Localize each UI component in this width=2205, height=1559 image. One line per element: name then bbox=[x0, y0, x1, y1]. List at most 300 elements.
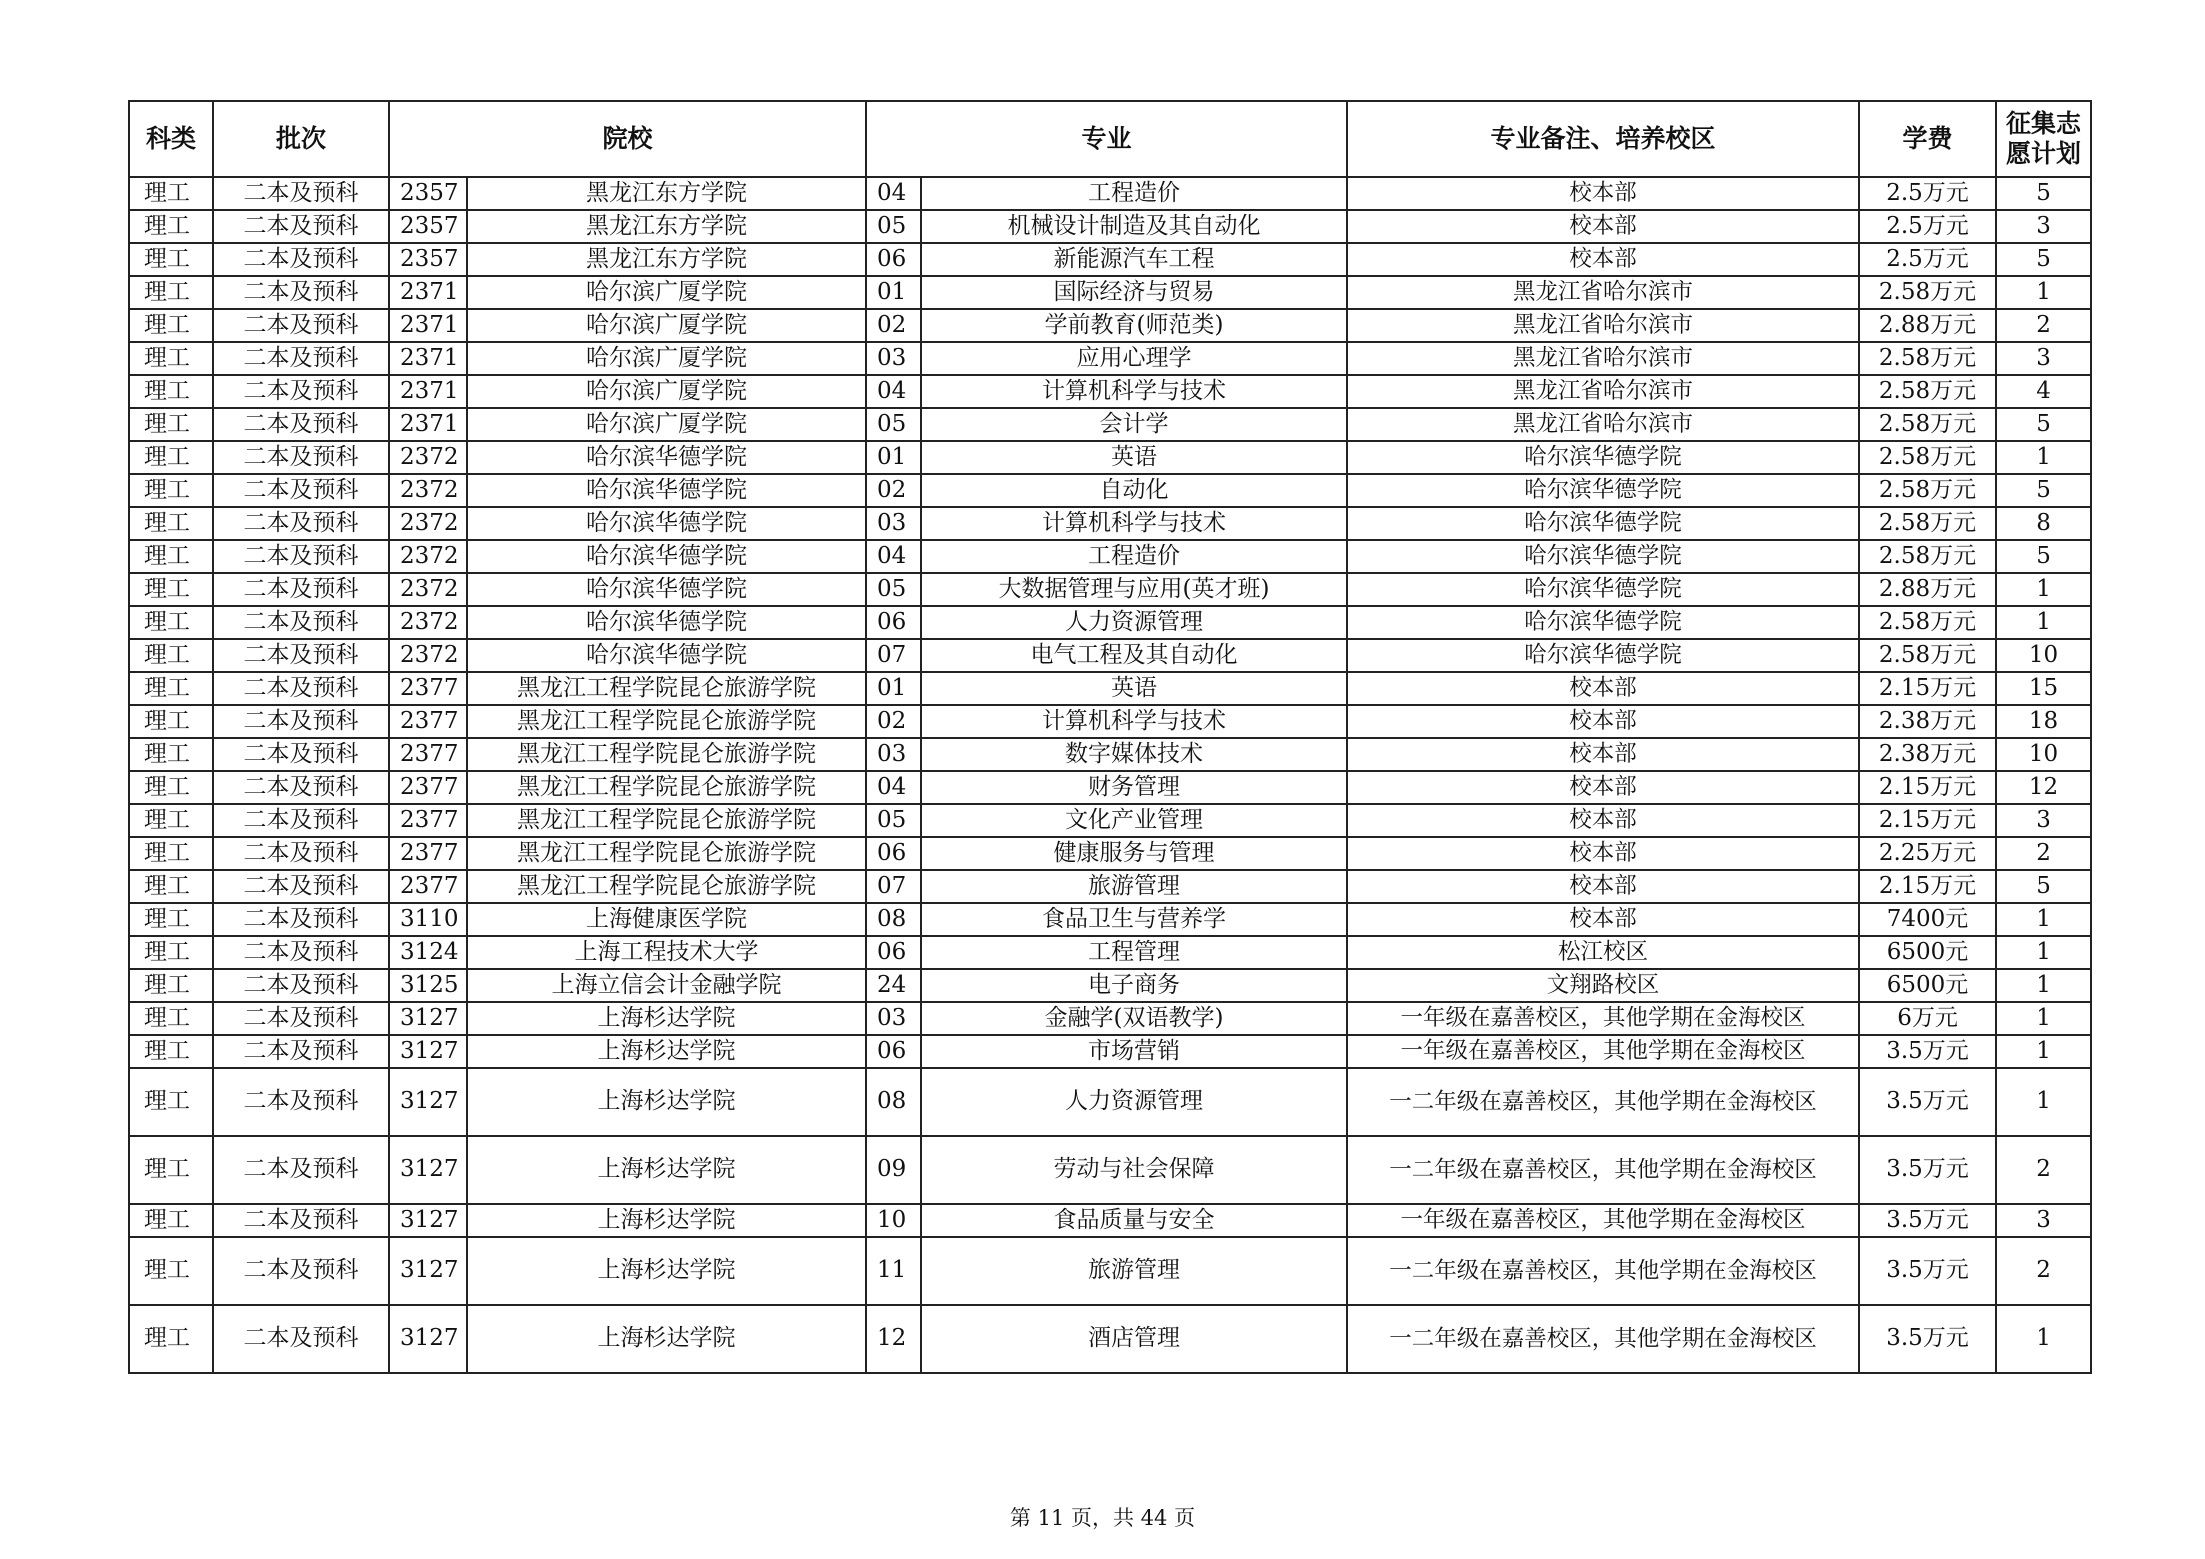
plan-count-cell: 1 bbox=[1996, 441, 2091, 474]
major-name-cell: 英语 bbox=[921, 441, 1347, 474]
major-name-cell: 工程造价 bbox=[921, 540, 1347, 573]
table-row bbox=[129, 639, 2091, 672]
major-note-cell: 一二年级在嘉善校区，其他学期在金海校区 bbox=[1347, 1237, 1859, 1305]
school-code-cell: 3127 bbox=[389, 1035, 467, 1068]
major-code-cell: 02 bbox=[866, 474, 921, 507]
major-note-cell: 校本部 bbox=[1347, 771, 1859, 804]
plan-count-cell: 1 bbox=[1996, 969, 2091, 1002]
school-name-cell: 上海杉达学院 bbox=[467, 1136, 866, 1204]
header-xuefei: 学费 bbox=[1859, 101, 1996, 177]
kelei-cell: 理工 bbox=[129, 870, 213, 903]
school-code-cell: 3124 bbox=[389, 936, 467, 969]
major-note-cell: 哈尔滨华德学院 bbox=[1347, 507, 1859, 540]
tuition-cell: 2.15万元 bbox=[1859, 870, 1996, 903]
pici-cell: 二本及预科 bbox=[213, 1136, 389, 1204]
plan-count-cell: 1 bbox=[1996, 1035, 2091, 1068]
table-row bbox=[129, 573, 2091, 606]
plan-count-cell: 18 bbox=[1996, 705, 2091, 738]
school-name-cell: 黑龙江工程学院昆仑旅游学院 bbox=[467, 771, 866, 804]
school-code-cell: 3127 bbox=[389, 1002, 467, 1035]
pici-cell: 二本及预科 bbox=[213, 1305, 389, 1373]
major-name-cell: 新能源汽车工程 bbox=[921, 243, 1347, 276]
major-note-cell: 校本部 bbox=[1347, 738, 1859, 771]
table-row bbox=[129, 672, 2091, 705]
table-row bbox=[129, 1002, 2091, 1035]
major-note-cell: 一二年级在嘉善校区，其他学期在金海校区 bbox=[1347, 1068, 1859, 1136]
tuition-cell: 2.58万元 bbox=[1859, 507, 1996, 540]
table-row bbox=[129, 540, 2091, 573]
pici-cell: 二本及预科 bbox=[213, 837, 389, 870]
kelei-cell: 理工 bbox=[129, 903, 213, 936]
major-note-cell: 哈尔滨华德学院 bbox=[1347, 606, 1859, 639]
school-code-cell: 2377 bbox=[389, 672, 467, 705]
major-name-cell: 人力资源管理 bbox=[921, 1068, 1347, 1136]
major-name-cell: 英语 bbox=[921, 672, 1347, 705]
major-note-cell: 哈尔滨华德学院 bbox=[1347, 639, 1859, 672]
kelei-cell: 理工 bbox=[129, 1305, 213, 1373]
plan-count-cell: 3 bbox=[1996, 1204, 2091, 1237]
pici-cell: 二本及预科 bbox=[213, 408, 389, 441]
major-note-cell: 校本部 bbox=[1347, 705, 1859, 738]
major-note-cell: 校本部 bbox=[1347, 804, 1859, 837]
major-name-cell: 机械设计制造及其自动化 bbox=[921, 210, 1347, 243]
major-note-cell: 哈尔滨华德学院 bbox=[1347, 540, 1859, 573]
school-name-cell: 哈尔滨华德学院 bbox=[467, 441, 866, 474]
table-header-row bbox=[129, 101, 2091, 177]
kelei-cell: 理工 bbox=[129, 210, 213, 243]
major-code-cell: 06 bbox=[866, 936, 921, 969]
plan-count-cell: 1 bbox=[1996, 1002, 2091, 1035]
major-name-cell: 食品卫生与营养学 bbox=[921, 903, 1347, 936]
major-code-cell: 03 bbox=[866, 738, 921, 771]
pici-cell: 二本及预科 bbox=[213, 969, 389, 1002]
major-name-cell: 会计学 bbox=[921, 408, 1347, 441]
plan-count-cell: 1 bbox=[1996, 276, 2091, 309]
school-name-cell: 黑龙江工程学院昆仑旅游学院 bbox=[467, 672, 866, 705]
plan-count-cell: 15 bbox=[1996, 672, 2091, 705]
major-name-cell: 电子商务 bbox=[921, 969, 1347, 1002]
table-row bbox=[129, 936, 2091, 969]
pici-cell: 二本及预科 bbox=[213, 375, 389, 408]
tuition-cell: 2.58万元 bbox=[1859, 276, 1996, 309]
tuition-cell: 3.5万元 bbox=[1859, 1136, 1996, 1204]
school-code-cell: 2372 bbox=[389, 573, 467, 606]
major-code-cell: 04 bbox=[866, 177, 921, 210]
major-name-cell: 文化产业管理 bbox=[921, 804, 1347, 837]
major-note-cell: 黑龙江省哈尔滨市 bbox=[1347, 375, 1859, 408]
school-name-cell: 上海杉达学院 bbox=[467, 1204, 866, 1237]
tuition-cell: 2.5万元 bbox=[1859, 177, 1996, 210]
header-zhuanye: 专业 bbox=[866, 101, 1347, 177]
school-name-cell: 黑龙江工程学院昆仑旅游学院 bbox=[467, 705, 866, 738]
school-code-cell: 3127 bbox=[389, 1305, 467, 1373]
pici-cell: 二本及预科 bbox=[213, 177, 389, 210]
major-code-cell: 03 bbox=[866, 342, 921, 375]
school-code-cell: 2377 bbox=[389, 705, 467, 738]
tuition-cell: 3.5万元 bbox=[1859, 1035, 1996, 1068]
tuition-cell: 2.58万元 bbox=[1859, 474, 1996, 507]
tuition-cell: 3.5万元 bbox=[1859, 1305, 1996, 1373]
school-name-cell: 哈尔滨华德学院 bbox=[467, 639, 866, 672]
major-name-cell: 电气工程及其自动化 bbox=[921, 639, 1347, 672]
pici-cell: 二本及预科 bbox=[213, 903, 389, 936]
major-code-cell: 06 bbox=[866, 243, 921, 276]
pici-cell: 二本及预科 bbox=[213, 507, 389, 540]
major-note-cell: 校本部 bbox=[1347, 177, 1859, 210]
header-beizhu: 专业备注、培养校区 bbox=[1347, 101, 1859, 177]
major-name-cell: 国际经济与贸易 bbox=[921, 276, 1347, 309]
major-note-cell: 黑龙江省哈尔滨市 bbox=[1347, 408, 1859, 441]
kelei-cell: 理工 bbox=[129, 771, 213, 804]
school-name-cell: 黑龙江东方学院 bbox=[467, 177, 866, 210]
major-note-cell: 哈尔滨华德学院 bbox=[1347, 441, 1859, 474]
major-note-cell: 哈尔滨华德学院 bbox=[1347, 474, 1859, 507]
pici-cell: 二本及预科 bbox=[213, 1237, 389, 1305]
school-code-cell: 2372 bbox=[389, 639, 467, 672]
kelei-cell: 理工 bbox=[129, 309, 213, 342]
major-note-cell: 校本部 bbox=[1347, 672, 1859, 705]
table-row bbox=[129, 210, 2091, 243]
plan-count-cell: 5 bbox=[1996, 243, 2091, 276]
major-code-cell: 01 bbox=[866, 276, 921, 309]
major-code-cell: 04 bbox=[866, 375, 921, 408]
tuition-cell: 2.15万元 bbox=[1859, 672, 1996, 705]
major-code-cell: 02 bbox=[866, 309, 921, 342]
major-code-cell: 06 bbox=[866, 606, 921, 639]
pici-cell: 二本及预科 bbox=[213, 474, 389, 507]
plan-count-cell: 2 bbox=[1996, 1136, 2091, 1204]
school-name-cell: 黑龙江工程学院昆仑旅游学院 bbox=[467, 870, 866, 903]
tuition-cell: 2.58万元 bbox=[1859, 441, 1996, 474]
major-name-cell: 数字媒体技术 bbox=[921, 738, 1347, 771]
table-row bbox=[129, 1237, 2091, 1305]
kelei-cell: 理工 bbox=[129, 474, 213, 507]
table-row bbox=[129, 837, 2091, 870]
school-name-cell: 哈尔滨广厦学院 bbox=[467, 276, 866, 309]
school-code-cell: 2372 bbox=[389, 441, 467, 474]
major-code-cell: 03 bbox=[866, 507, 921, 540]
table-row bbox=[129, 507, 2091, 540]
kelei-cell: 理工 bbox=[129, 606, 213, 639]
school-code-cell: 2377 bbox=[389, 738, 467, 771]
school-name-cell: 哈尔滨广厦学院 bbox=[467, 342, 866, 375]
tuition-cell: 6500元 bbox=[1859, 969, 1996, 1002]
pici-cell: 二本及预科 bbox=[213, 210, 389, 243]
plan-count-cell: 1 bbox=[1996, 1068, 2091, 1136]
major-name-cell: 市场营销 bbox=[921, 1035, 1347, 1068]
plan-count-cell: 1 bbox=[1996, 1305, 2091, 1373]
kelei-cell: 理工 bbox=[129, 936, 213, 969]
pici-cell: 二本及预科 bbox=[213, 309, 389, 342]
plan-count-cell: 1 bbox=[1996, 606, 2091, 639]
table-row bbox=[129, 1136, 2091, 1204]
major-code-cell: 04 bbox=[866, 771, 921, 804]
major-name-cell: 计算机科学与技术 bbox=[921, 375, 1347, 408]
major-code-cell: 01 bbox=[866, 441, 921, 474]
school-name-cell: 黑龙江工程学院昆仑旅游学院 bbox=[467, 804, 866, 837]
pici-cell: 二本及预科 bbox=[213, 705, 389, 738]
kelei-cell: 理工 bbox=[129, 441, 213, 474]
plan-count-cell: 5 bbox=[1996, 408, 2091, 441]
pici-cell: 二本及预科 bbox=[213, 738, 389, 771]
school-code-cell: 3127 bbox=[389, 1136, 467, 1204]
school-name-cell: 上海杉达学院 bbox=[467, 1002, 866, 1035]
major-code-cell: 05 bbox=[866, 210, 921, 243]
school-code-cell: 2357 bbox=[389, 243, 467, 276]
plan-count-cell: 5 bbox=[1996, 870, 2091, 903]
kelei-cell: 理工 bbox=[129, 837, 213, 870]
major-name-cell: 旅游管理 bbox=[921, 870, 1347, 903]
plan-count-cell: 10 bbox=[1996, 738, 2091, 771]
kelei-cell: 理工 bbox=[129, 573, 213, 606]
major-code-cell: 24 bbox=[866, 969, 921, 1002]
pici-cell: 二本及预科 bbox=[213, 606, 389, 639]
pici-cell: 二本及预科 bbox=[213, 639, 389, 672]
major-code-cell: 02 bbox=[866, 705, 921, 738]
pici-cell: 二本及预科 bbox=[213, 243, 389, 276]
plan-count-cell: 5 bbox=[1996, 177, 2091, 210]
plan-count-cell: 5 bbox=[1996, 540, 2091, 573]
school-code-cell: 2372 bbox=[389, 507, 467, 540]
school-code-cell: 2357 bbox=[389, 177, 467, 210]
school-name-cell: 黑龙江东方学院 bbox=[467, 243, 866, 276]
table-row bbox=[129, 606, 2091, 639]
school-code-cell: 2377 bbox=[389, 804, 467, 837]
school-name-cell: 哈尔滨华德学院 bbox=[467, 606, 866, 639]
kelei-cell: 理工 bbox=[129, 1002, 213, 1035]
major-note-cell: 哈尔滨华德学院 bbox=[1347, 573, 1859, 606]
tuition-cell: 2.38万元 bbox=[1859, 738, 1996, 771]
tuition-cell: 2.25万元 bbox=[1859, 837, 1996, 870]
school-name-cell: 上海工程技术大学 bbox=[467, 936, 866, 969]
plan-count-cell: 3 bbox=[1996, 342, 2091, 375]
page-footer: 第 11 页，共 44 页 bbox=[1009, 1506, 1196, 1530]
kelei-cell: 理工 bbox=[129, 969, 213, 1002]
tuition-cell: 2.58万元 bbox=[1859, 606, 1996, 639]
major-name-cell: 健康服务与管理 bbox=[921, 837, 1347, 870]
table-row bbox=[129, 870, 2091, 903]
plan-count-cell: 1 bbox=[1996, 903, 2091, 936]
table-row bbox=[129, 375, 2091, 408]
school-code-cell: 2371 bbox=[389, 342, 467, 375]
plan-count-cell: 5 bbox=[1996, 474, 2091, 507]
school-name-cell: 哈尔滨广厦学院 bbox=[467, 408, 866, 441]
school-name-cell: 黑龙江东方学院 bbox=[467, 210, 866, 243]
pici-cell: 二本及预科 bbox=[213, 771, 389, 804]
tuition-cell: 3.5万元 bbox=[1859, 1068, 1996, 1136]
tuition-cell: 2.5万元 bbox=[1859, 210, 1996, 243]
kelei-cell: 理工 bbox=[129, 1035, 213, 1068]
school-name-cell: 哈尔滨华德学院 bbox=[467, 573, 866, 606]
kelei-cell: 理工 bbox=[129, 375, 213, 408]
table-row bbox=[129, 705, 2091, 738]
major-name-cell: 自动化 bbox=[921, 474, 1347, 507]
pici-cell: 二本及预科 bbox=[213, 1068, 389, 1136]
major-name-cell: 计算机科学与技术 bbox=[921, 705, 1347, 738]
school-code-cell: 3125 bbox=[389, 969, 467, 1002]
major-code-cell: 04 bbox=[866, 540, 921, 573]
plan-count-cell: 3 bbox=[1996, 210, 2091, 243]
table-row bbox=[129, 1068, 2091, 1136]
kelei-cell: 理工 bbox=[129, 408, 213, 441]
header-yuanxiao: 院校 bbox=[389, 101, 866, 177]
tuition-cell: 3.5万元 bbox=[1859, 1237, 1996, 1305]
table-row bbox=[129, 342, 2091, 375]
school-code-cell: 2371 bbox=[389, 408, 467, 441]
plan-count-cell: 3 bbox=[1996, 804, 2091, 837]
tuition-cell: 2.15万元 bbox=[1859, 804, 1996, 837]
table-row bbox=[129, 474, 2091, 507]
major-note-cell: 黑龙江省哈尔滨市 bbox=[1347, 309, 1859, 342]
school-name-cell: 哈尔滨华德学院 bbox=[467, 474, 866, 507]
kelei-cell: 理工 bbox=[129, 276, 213, 309]
major-name-cell: 工程造价 bbox=[921, 177, 1347, 210]
major-code-cell: 01 bbox=[866, 672, 921, 705]
pici-cell: 二本及预科 bbox=[213, 870, 389, 903]
pici-cell: 二本及预科 bbox=[213, 1002, 389, 1035]
kelei-cell: 理工 bbox=[129, 672, 213, 705]
kelei-cell: 理工 bbox=[129, 705, 213, 738]
school-name-cell: 哈尔滨广厦学院 bbox=[467, 309, 866, 342]
major-name-cell: 酒店管理 bbox=[921, 1305, 1347, 1373]
table-row bbox=[129, 1305, 2091, 1373]
kelei-cell: 理工 bbox=[129, 243, 213, 276]
major-note-cell: 一年级在嘉善校区，其他学期在金海校区 bbox=[1347, 1002, 1859, 1035]
tuition-cell: 3.5万元 bbox=[1859, 1204, 1996, 1237]
major-code-cell: 05 bbox=[866, 573, 921, 606]
table-row bbox=[129, 408, 2091, 441]
plan-count-cell: 1 bbox=[1996, 936, 2091, 969]
school-code-cell: 2377 bbox=[389, 837, 467, 870]
kelei-cell: 理工 bbox=[129, 804, 213, 837]
kelei-cell: 理工 bbox=[129, 177, 213, 210]
kelei-cell: 理工 bbox=[129, 507, 213, 540]
major-code-cell: 06 bbox=[866, 1035, 921, 1068]
plan-count-cell: 4 bbox=[1996, 375, 2091, 408]
table-row bbox=[129, 309, 2091, 342]
pici-cell: 二本及预科 bbox=[213, 540, 389, 573]
school-code-cell: 3127 bbox=[389, 1068, 467, 1136]
tuition-cell: 6500元 bbox=[1859, 936, 1996, 969]
pici-cell: 二本及预科 bbox=[213, 672, 389, 705]
major-name-cell: 食品质量与安全 bbox=[921, 1204, 1347, 1237]
pici-cell: 二本及预科 bbox=[213, 1035, 389, 1068]
major-code-cell: 08 bbox=[866, 903, 921, 936]
major-code-cell: 10 bbox=[866, 1204, 921, 1237]
tuition-cell: 2.15万元 bbox=[1859, 771, 1996, 804]
school-code-cell: 2377 bbox=[389, 771, 467, 804]
major-name-cell: 金融学(双语教学) bbox=[921, 1002, 1347, 1035]
school-name-cell: 上海杉达学院 bbox=[467, 1035, 866, 1068]
school-code-cell: 2372 bbox=[389, 606, 467, 639]
table-body bbox=[129, 177, 2091, 1373]
school-code-cell: 2357 bbox=[389, 210, 467, 243]
plan-count-cell: 8 bbox=[1996, 507, 2091, 540]
major-note-cell: 文翔路校区 bbox=[1347, 969, 1859, 1002]
tuition-cell: 2.88万元 bbox=[1859, 309, 1996, 342]
school-code-cell: 2372 bbox=[389, 474, 467, 507]
plan-count-cell: 2 bbox=[1996, 309, 2091, 342]
school-name-cell: 上海杉达学院 bbox=[467, 1305, 866, 1373]
pici-cell: 二本及预科 bbox=[213, 573, 389, 606]
major-note-cell: 黑龙江省哈尔滨市 bbox=[1347, 342, 1859, 375]
major-name-cell: 工程管理 bbox=[921, 936, 1347, 969]
school-code-cell: 2371 bbox=[389, 276, 467, 309]
major-code-cell: 07 bbox=[866, 870, 921, 903]
school-code-cell: 2371 bbox=[389, 375, 467, 408]
pici-cell: 二本及预科 bbox=[213, 936, 389, 969]
major-note-cell: 校本部 bbox=[1347, 903, 1859, 936]
plan-count-cell: 2 bbox=[1996, 837, 2091, 870]
admission-plan-table bbox=[128, 100, 2092, 1374]
school-name-cell: 黑龙江工程学院昆仑旅游学院 bbox=[467, 837, 866, 870]
tuition-cell: 2.88万元 bbox=[1859, 573, 1996, 606]
table-row bbox=[129, 177, 2091, 210]
plan-count-cell: 2 bbox=[1996, 1237, 2091, 1305]
kelei-cell: 理工 bbox=[129, 1237, 213, 1305]
kelei-cell: 理工 bbox=[129, 540, 213, 573]
table-row bbox=[129, 441, 2091, 474]
admission-plan-sheet bbox=[128, 100, 2090, 1374]
pici-cell: 二本及预科 bbox=[213, 276, 389, 309]
header-kelei: 科类 bbox=[129, 101, 213, 177]
major-name-cell: 大数据管理与应用(英才班) bbox=[921, 573, 1347, 606]
school-name-cell: 上海杉达学院 bbox=[467, 1068, 866, 1136]
major-note-cell: 校本部 bbox=[1347, 870, 1859, 903]
pici-cell: 二本及预科 bbox=[213, 804, 389, 837]
school-code-cell: 3127 bbox=[389, 1237, 467, 1305]
table-row bbox=[129, 903, 2091, 936]
major-name-cell: 计算机科学与技术 bbox=[921, 507, 1347, 540]
major-name-cell: 应用心理学 bbox=[921, 342, 1347, 375]
school-name-cell: 哈尔滨华德学院 bbox=[467, 507, 866, 540]
major-note-cell: 一年级在嘉善校区，其他学期在金海校区 bbox=[1347, 1035, 1859, 1068]
header-pici: 批次 bbox=[213, 101, 389, 177]
major-code-cell: 05 bbox=[866, 804, 921, 837]
kelei-cell: 理工 bbox=[129, 639, 213, 672]
major-name-cell: 劳动与社会保障 bbox=[921, 1136, 1347, 1204]
major-name-cell: 学前教育(师范类) bbox=[921, 309, 1347, 342]
school-name-cell: 哈尔滨广厦学院 bbox=[467, 375, 866, 408]
pici-cell: 二本及预科 bbox=[213, 342, 389, 375]
tuition-cell: 2.58万元 bbox=[1859, 540, 1996, 573]
major-code-cell: 11 bbox=[866, 1237, 921, 1305]
school-code-cell: 2372 bbox=[389, 540, 467, 573]
major-name-cell: 人力资源管理 bbox=[921, 606, 1347, 639]
major-note-cell: 一年级在嘉善校区，其他学期在金海校区 bbox=[1347, 1204, 1859, 1237]
major-note-cell: 松江校区 bbox=[1347, 936, 1859, 969]
kelei-cell: 理工 bbox=[129, 1204, 213, 1237]
table-row bbox=[129, 276, 2091, 309]
table-row bbox=[129, 804, 2091, 837]
table-row bbox=[129, 1204, 2091, 1237]
table-row bbox=[129, 771, 2091, 804]
table-row bbox=[129, 243, 2091, 276]
plan-count-cell: 10 bbox=[1996, 639, 2091, 672]
major-name-cell: 财务管理 bbox=[921, 771, 1347, 804]
major-name-cell: 旅游管理 bbox=[921, 1237, 1347, 1305]
kelei-cell: 理工 bbox=[129, 738, 213, 771]
plan-count-cell: 1 bbox=[1996, 573, 2091, 606]
school-name-cell: 哈尔滨华德学院 bbox=[467, 540, 866, 573]
major-note-cell: 一二年级在嘉善校区，其他学期在金海校区 bbox=[1347, 1305, 1859, 1373]
school-code-cell: 3127 bbox=[389, 1204, 467, 1237]
major-code-cell: 09 bbox=[866, 1136, 921, 1204]
table-row bbox=[129, 738, 2091, 771]
tuition-cell: 2.58万元 bbox=[1859, 408, 1996, 441]
tuition-cell: 2.58万元 bbox=[1859, 639, 1996, 672]
school-code-cell: 3110 bbox=[389, 903, 467, 936]
